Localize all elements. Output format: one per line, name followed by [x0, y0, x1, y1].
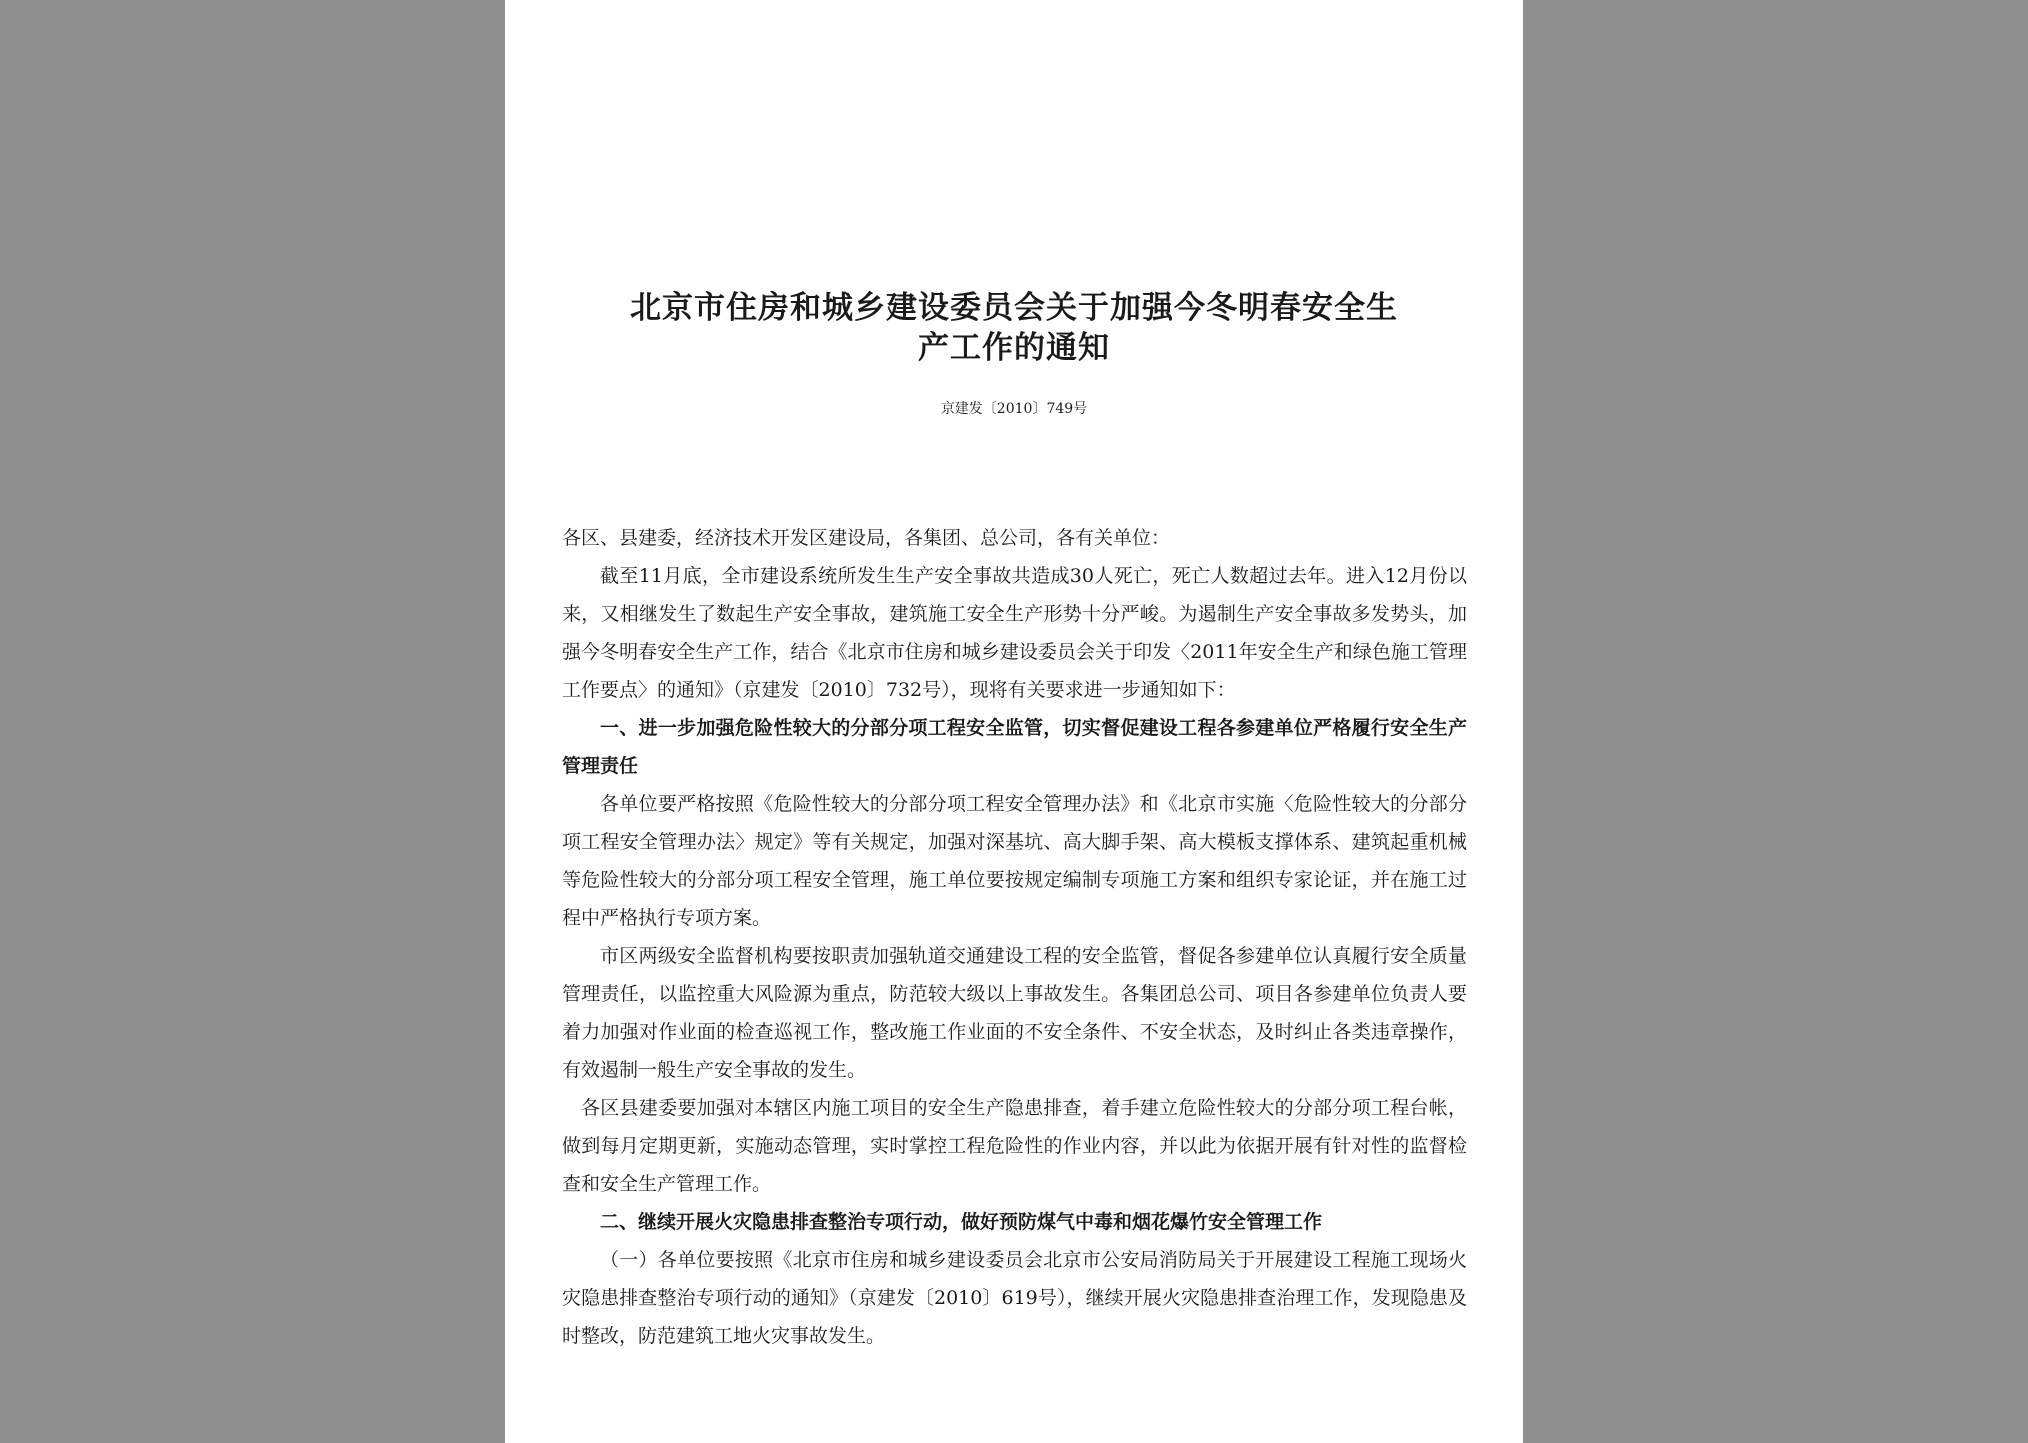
section-heading-2: 二、继续开展火灾隐患排查整治专项行动，做好预防煤气中毒和烟花爆竹安全管理工作 — [600, 1211, 1323, 1233]
paragraph-intro: 截至11月底，全市建设系统所发生生产安全事故共造成30人死亡，死亡人数超过去年。进入12月份以来，又相继发生了数起生产安全事故，建筑施工安全生产形势十分严峻。为遏制生产安全事故多发势头，加强今冬明春安全生产工作，结合《北京市住房和城乡建设委员会关于印发〈2011年安全生产和绿色施工管理工作要点〉的通知》（京建发〔2010〕732号），现将有关要求进一步通知如下： — [562, 565, 1467, 701]
section-heading-1: 一、进一步加强危险性较大的分部分项工程安全监管，切实督促建设工程各参建单位严格履行安全生产管理责任 — [562, 717, 1467, 777]
paragraph-section2-a: （一）各单位要按照《北京市住房和城乡建设委员会北京市公安局消防局关于开展建设工程施工现场火灾隐患排查整治专项行动的通知》（京建发〔2010〕619号），继续开展火灾隐患排查治理工作，发现隐患及时整改，防范建筑工地火灾事故发生。 — [562, 1249, 1467, 1347]
document-page — [505, 0, 1523, 1443]
recipients-line: 各区、县建委，经济技术开发区建设局，各集团、总公司，各有关单位： — [562, 527, 1171, 549]
document-number: 京建发〔2010〕749号 — [940, 401, 1088, 417]
title-line-1: 北京市住房和城乡建设委员会关于加强今冬明春安全生 — [630, 290, 1398, 326]
paragraph-section1-a: 各单位要严格按照《危险性较大的分部分项工程安全管理办法》和《北京市实施〈危险性较大的分部分项工程安全管理办法〉规定》等有关规定，加强对深基坑、高大脚手架、高大模板支撑体系、建筑起重机械等危险性较大的分部分项工程安全管理，施工单位要按规定编制专项施工方案和组织专家论证，并在施工过程中严格执行专项方案。 — [562, 793, 1467, 929]
paragraph-section1-c: 各区县建委要加强对本辖区内施工项目的安全生产隐患排查，着手建立危险性较大的分部分项工程台帐，做到每月定期更新，实施动态管理，实时掌控工程危险性的作业内容，并以此为依据开展有针对性的监督检查和安全生产管理工作。 — [562, 1097, 1467, 1195]
document-title — [555, 288, 1473, 368]
title-line-2: 产工作的通知 — [918, 330, 1110, 366]
document-body — [562, 519, 1467, 1355]
paragraph-section1-b: 市区两级安全监督机构要按职责加强轨道交通建设工程的安全监管，督促各参建单位认真履行安全质量管理责任，以监控重大风险源为重点，防范较大级以上事故发生。各集团总公司、项目各参建单位负责人要着力加强对作业面的检查巡视工作，整改施工作业面的不安全条件、不安全状态，及时纠止各类违章操作，有效遏制一般生产安全事故的发生。 — [562, 945, 1467, 1081]
